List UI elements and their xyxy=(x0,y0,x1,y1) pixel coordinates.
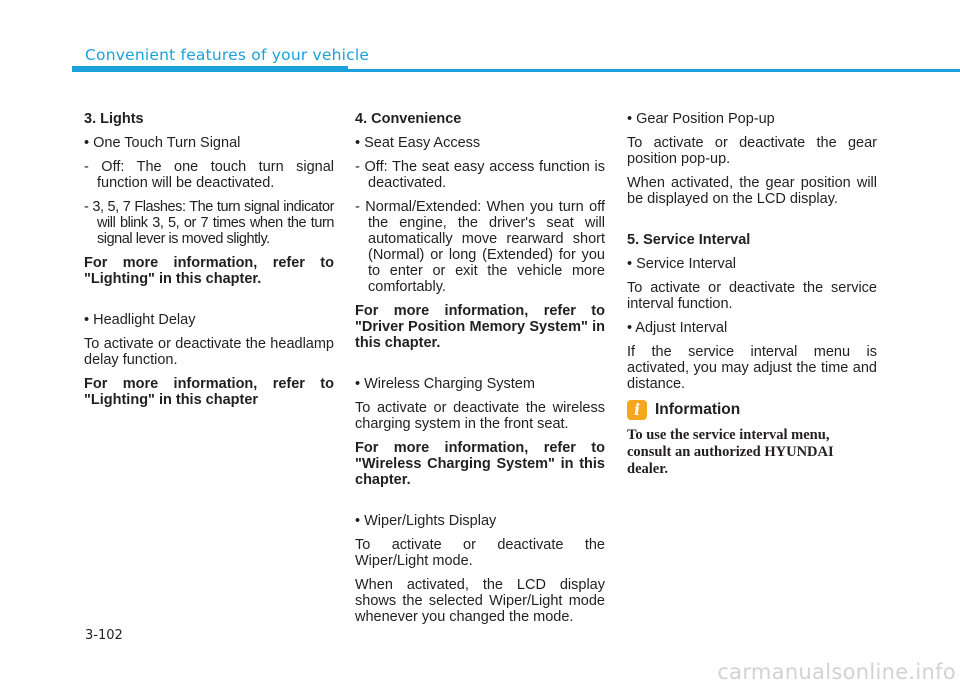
reference-wireless-charging: For more information, refer to "Wireless Charging System" in this chapter. xyxy=(355,440,605,488)
reference-lighting-2: For more information, refer to "Lighting" in this chapter xyxy=(84,376,334,408)
reference-driver-position-memory: For more information, refer to "Driver Position Memory System" in this chapter. xyxy=(355,303,605,351)
column-lights xyxy=(84,111,334,416)
section-heading-convenience: 4. Convenience xyxy=(355,111,462,127)
information-box xyxy=(627,400,877,420)
bullet-service-interval: • Service Interval xyxy=(627,256,737,272)
headlight-delay-description: To activate or deactivate the headlamp delay function. xyxy=(84,336,334,368)
bullet-gear-position-popup: • Gear Position Pop-up xyxy=(627,111,775,127)
option-off: - Off: The seat easy access function is deactivated. xyxy=(355,159,605,191)
section-heading-service-interval: 5. Service Interval xyxy=(627,232,751,248)
column-convenience xyxy=(355,111,605,633)
adjust-interval-description: If the service interval menu is activated, you may adjust the time and distance. xyxy=(627,344,877,392)
information-text: To use the service interval menu, consult an authorized HYUNDAI dealer. xyxy=(627,427,834,477)
information-icon: i xyxy=(627,400,647,420)
page-number: 3-102 xyxy=(85,628,123,643)
wiper-lights-description: To activate or deactivate the Wiper/Light mode. xyxy=(355,537,605,569)
wireless-charging-description: To activate or deactivate the wireless charging system in the front seat. xyxy=(355,400,605,432)
wiper-lights-activated-description: When activated, the LCD display shows the selected Wiper/Light mode whenever you changed the mode. xyxy=(355,577,605,625)
section-heading-lights: 3. Lights xyxy=(84,111,144,127)
column-service-interval xyxy=(627,111,877,486)
chapter-title: Convenient features of your vehicle xyxy=(85,46,370,64)
bullet-one-touch-turn-signal: • One Touch Turn Signal xyxy=(84,135,241,151)
information-heading: Information xyxy=(655,401,741,418)
gear-popup-description: To activate or deactivate the gear position pop-up. xyxy=(627,135,877,167)
bullet-wireless-charging: • Wireless Charging System xyxy=(355,376,535,392)
bullet-wiper-lights-display: • Wiper/Lights Display xyxy=(355,513,497,529)
bullet-adjust-interval: • Adjust Interval xyxy=(627,320,728,336)
option-normal-extended: - Normal/Extended: When you turn off the engine, the driver's seat will automatically move rearward short (Normal) or long (Extended) for you to enter or exit the vehicle more comfortably. xyxy=(355,199,605,295)
reference-lighting: For more information, refer to "Lighting" in this chapter. xyxy=(84,255,334,287)
service-interval-description: To activate or deactivate the service interval function. xyxy=(627,280,877,312)
header-rule-accent xyxy=(72,66,348,72)
bullet-headlight-delay: • Headlight Delay xyxy=(84,312,196,328)
gear-popup-activated-description: When activated, the gear position will be displayed on the LCD display. xyxy=(627,175,877,207)
watermark: carmanualsonline.info xyxy=(717,660,956,684)
option-flashes: - 3, 5, 7 Flashes: The turn signal indicator will blink 3, 5, or 7 times when the turn signal lever is moved slightly. xyxy=(84,199,334,247)
option-off: - Off: The one touch turn signal function will be deactivated. xyxy=(84,159,334,191)
bullet-seat-easy-access: • Seat Easy Access xyxy=(355,135,481,151)
